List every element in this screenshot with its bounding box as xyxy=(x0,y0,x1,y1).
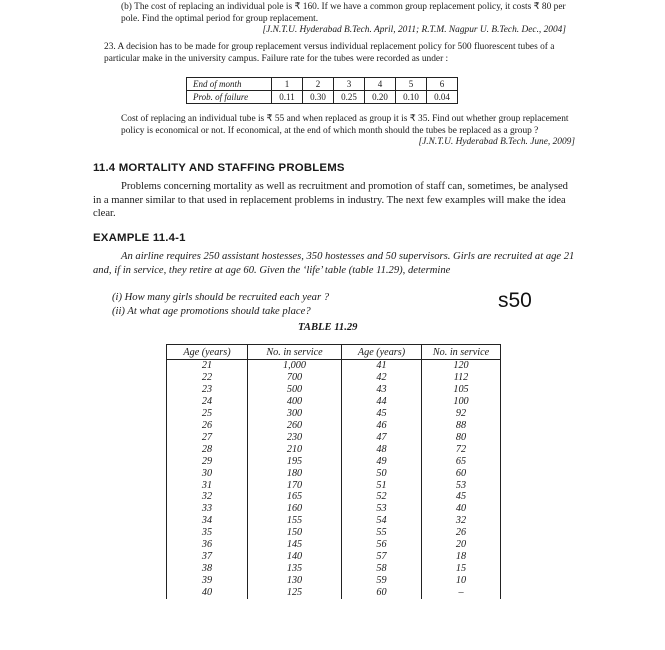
life-table-row xyxy=(167,432,501,444)
age-cell: 59 xyxy=(342,575,422,587)
service-count-cell: 145 xyxy=(248,539,342,551)
service-count-cell: 18 xyxy=(422,551,501,563)
prob-cell: 0.25 xyxy=(334,91,365,104)
month-cell: 1 xyxy=(272,78,303,91)
service-count-cell: 45 xyxy=(422,491,501,503)
age-cell: 22 xyxy=(167,372,248,384)
prob-cell: 0.20 xyxy=(365,91,396,104)
age-cell: 48 xyxy=(342,444,422,456)
life-table-row xyxy=(167,468,501,480)
service-count-cell: 700 xyxy=(248,372,342,384)
month-cell: 3 xyxy=(334,78,365,91)
service-count-cell: 15 xyxy=(422,563,501,575)
age-cell: 45 xyxy=(342,408,422,420)
prob-cell: 0.04 xyxy=(427,91,458,104)
age-cell: 26 xyxy=(167,420,248,432)
problem-23-source: [J.N.T.U. Hyderabad B.Tech. June, 2009] xyxy=(418,137,575,147)
service-count-cell: 180 xyxy=(248,468,342,480)
service-count-cell: 53 xyxy=(422,480,501,492)
life-table-header: No. in service xyxy=(422,345,501,360)
life-table-row xyxy=(167,420,501,432)
service-count-cell: 135 xyxy=(248,563,342,575)
age-cell: 31 xyxy=(167,480,248,492)
service-count-cell: 100 xyxy=(422,396,501,408)
life-table-header: Age (years) xyxy=(342,345,422,360)
age-cell: 35 xyxy=(167,527,248,539)
month-cell: 2 xyxy=(303,78,334,91)
month-cell: 5 xyxy=(396,78,427,91)
age-cell: 29 xyxy=(167,456,248,468)
service-count-cell: 92 xyxy=(422,408,501,420)
service-count-cell: 120 xyxy=(422,360,501,372)
example-question-2: (ii) At what age promotions should take place? xyxy=(112,306,311,317)
life-table-row xyxy=(167,408,501,420)
service-count-cell: 10 xyxy=(422,575,501,587)
age-cell: 46 xyxy=(342,420,422,432)
age-cell: 55 xyxy=(342,527,422,539)
service-count-cell: 400 xyxy=(248,396,342,408)
failure-table-prob-row xyxy=(187,91,458,104)
life-table-row xyxy=(167,456,501,468)
service-count-cell: 300 xyxy=(248,408,342,420)
service-count-cell: 105 xyxy=(422,384,501,396)
age-cell: 52 xyxy=(342,491,422,503)
service-count-cell: 125 xyxy=(248,587,342,599)
service-count-cell: 60 xyxy=(422,468,501,480)
age-cell: 53 xyxy=(342,503,422,515)
age-cell: 49 xyxy=(342,456,422,468)
service-count-cell: 160 xyxy=(248,503,342,515)
age-cell: 23 xyxy=(167,384,248,396)
service-count-cell: 150 xyxy=(248,527,342,539)
age-cell: 58 xyxy=(342,563,422,575)
age-cell: 44 xyxy=(342,396,422,408)
life-table-row xyxy=(167,384,501,396)
prob-cell: 0.10 xyxy=(396,91,427,104)
age-cell: 43 xyxy=(342,384,422,396)
service-count-cell: 1,000 xyxy=(248,360,342,372)
problem-23-text: 23. A decision has to be made for group replacement versus individual replacement policy for 500 fluorescent tubes of a particular make in the university campus. Failure rate for the tubes were recorded as under : xyxy=(104,42,555,64)
life-table-title: TABLE 11.29 xyxy=(298,322,358,333)
service-count-cell: 40 xyxy=(422,503,501,515)
service-count-cell: 155 xyxy=(248,515,342,527)
month-cell: 6 xyxy=(427,78,458,91)
service-count-cell: 32 xyxy=(422,515,501,527)
life-table-header: Age (years) xyxy=(167,345,248,360)
service-count-cell: 80 xyxy=(422,432,501,444)
failure-table xyxy=(186,77,458,104)
service-count-cell: 20 xyxy=(422,539,501,551)
age-cell: 39 xyxy=(167,575,248,587)
month-cell: 4 xyxy=(365,78,396,91)
failure-table-label: End of month xyxy=(187,78,272,91)
example-heading: EXAMPLE 11.4-1 xyxy=(93,232,186,244)
age-cell: 40 xyxy=(167,587,248,599)
age-cell: 54 xyxy=(342,515,422,527)
age-cell: 57 xyxy=(342,551,422,563)
life-table-row xyxy=(167,527,501,539)
service-count-cell: 500 xyxy=(248,384,342,396)
life-table-row xyxy=(167,563,501,575)
age-cell: 32 xyxy=(167,491,248,503)
service-count-cell: 112 xyxy=(422,372,501,384)
life-table xyxy=(166,344,501,599)
life-table-row xyxy=(167,396,501,408)
service-count-cell: 72 xyxy=(422,444,501,456)
problem-23-text2: Cost of replacing an individual tube is ₹ 55 and when replaced as group it is ₹ 35. Find out whether group replacement policy is economical or not. If economical, at the end of which month should the tubes be replaced as a group ? xyxy=(121,114,569,136)
service-count-cell: 170 xyxy=(248,480,342,492)
life-table-row xyxy=(167,587,501,599)
service-count-cell: 165 xyxy=(248,491,342,503)
section-heading: 11.4 MORTALITY AND STAFFING PROBLEMS xyxy=(93,162,345,174)
section-body: Problems concerning mortality as well as recruitment and promotion of staff can, sometimes, be analysed in a manner similar to that used in replacement problems in industry. The next few examples will make the idea clear. xyxy=(93,181,568,220)
service-count-cell: 195 xyxy=(248,456,342,468)
life-table-header-row xyxy=(167,345,501,360)
life-table-row xyxy=(167,539,501,551)
age-cell: 21 xyxy=(167,360,248,372)
prob-cell: 0.11 xyxy=(272,91,303,104)
age-cell: 60 xyxy=(342,587,422,599)
age-cell: 38 xyxy=(167,563,248,575)
age-cell: 34 xyxy=(167,515,248,527)
age-cell: 51 xyxy=(342,480,422,492)
problem-b-text: (b) The cost of replacing an individual pole is ₹ 160. If we have a common group replacement policy, it costs ₹ 80 per pole. Find the optimal period for group replacement. xyxy=(121,2,566,24)
life-table-row xyxy=(167,480,501,492)
age-cell: 27 xyxy=(167,432,248,444)
prob-cell: 0.30 xyxy=(303,91,334,104)
life-table-header: No. in service xyxy=(248,345,342,360)
life-table-row xyxy=(167,372,501,384)
service-count-cell: 130 xyxy=(248,575,342,587)
failure-table-month-row xyxy=(187,78,458,91)
example-question-1: (i) How many girls should be recruited each year ? xyxy=(112,292,330,303)
service-count-cell: 88 xyxy=(422,420,501,432)
service-count-cell: 230 xyxy=(248,432,342,444)
age-cell: 28 xyxy=(167,444,248,456)
age-cell: 37 xyxy=(167,551,248,563)
life-table-row xyxy=(167,515,501,527)
life-table-row xyxy=(167,575,501,587)
age-cell: 25 xyxy=(167,408,248,420)
life-table-row xyxy=(167,444,501,456)
age-cell: 24 xyxy=(167,396,248,408)
age-cell: 33 xyxy=(167,503,248,515)
age-cell: 50 xyxy=(342,468,422,480)
age-cell: 30 xyxy=(167,468,248,480)
failure-table-label: Prob. of failure xyxy=(187,91,272,104)
life-table-row xyxy=(167,503,501,515)
service-count-cell: 210 xyxy=(248,444,342,456)
life-table-row xyxy=(167,551,501,563)
service-count-cell: 65 xyxy=(422,456,501,468)
age-cell: 41 xyxy=(342,360,422,372)
service-count-cell: 140 xyxy=(248,551,342,563)
life-table-body xyxy=(167,360,501,600)
age-cell: 42 xyxy=(342,372,422,384)
page-stamp: s50 xyxy=(498,289,532,312)
service-count-cell: 260 xyxy=(248,420,342,432)
life-table-row xyxy=(167,360,501,372)
age-cell: 56 xyxy=(342,539,422,551)
life-table-row xyxy=(167,491,501,503)
problem-b-source: [J.N.T.U. Hyderabad B.Tech. April, 2011; R.T.M. Nagpur U. B.Tech. Dec., 2004] xyxy=(262,25,566,35)
service-count-cell: – xyxy=(422,587,501,599)
service-count-cell: 26 xyxy=(422,527,501,539)
age-cell: 47 xyxy=(342,432,422,444)
age-cell: 36 xyxy=(167,539,248,551)
example-statement: An airline requires 250 assistant hostesses, 350 hostesses and 50 supervisors. Girls are recruited at age 21 and, if in service, they retire at age 60. Given the ‘life’ table (table 11.29), determine xyxy=(93,251,575,276)
